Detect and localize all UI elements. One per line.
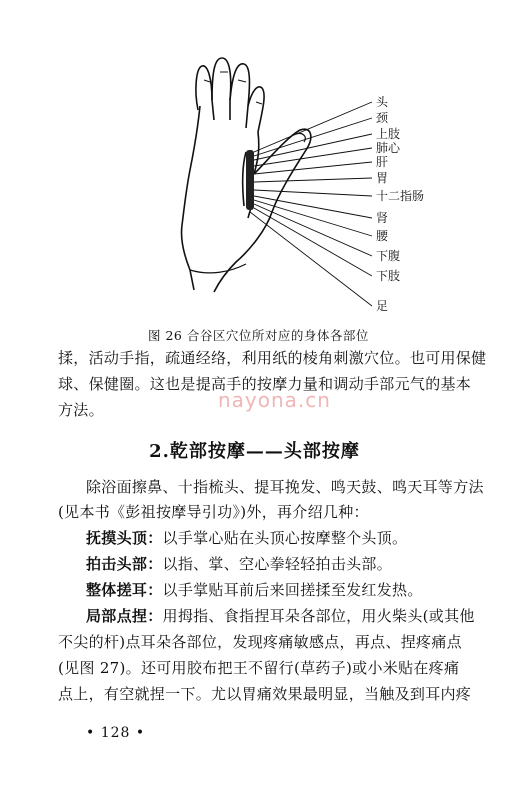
item-title: 拍击头部：	[86, 555, 163, 573]
section-heading: 2.乾部按摩——头部按摩	[149, 441, 360, 462]
item-text: 以手掌心贴在头顶心按摩整个头顶。	[162, 529, 408, 547]
list-item	[86, 552, 509, 576]
intro-line: 除浴面擦鼻、十指梳头、提耳挽发、鸣天鼓、鸣天耳等方法	[86, 478, 484, 496]
label-waist: 腰	[376, 229, 389, 243]
item-text: 用拇指、食指捏耳朵各部位，用火柴头(或其他	[162, 607, 475, 625]
paragraph-line: 不尖的杆)点耳朵各部位，发现疼痛敏感点，再点、捏疼痛点	[58, 633, 462, 651]
list-item	[86, 578, 509, 602]
label-neck: 颈	[376, 111, 389, 125]
label-lower-abdomen: 下腹	[376, 249, 401, 263]
acupoint-strip	[246, 150, 254, 210]
label-foot: 足	[376, 299, 389, 313]
label-lung-heart: 肺心	[376, 141, 401, 155]
label-head: 头	[376, 95, 389, 109]
page-number: • 128 •	[86, 725, 146, 741]
item-title: 局部点捏：	[86, 607, 163, 625]
paragraph-line: 方法。	[58, 401, 104, 419]
label-stomach: 胃	[376, 171, 389, 185]
intro-line: (见本书《彭祖按摩导引功》)外，再介绍几种：	[58, 503, 369, 521]
paragraph-line: 球、保健圈。这也是提高手的按摩力量和调动手部元气的基本	[58, 375, 472, 393]
label-liver: 肝	[376, 155, 389, 169]
paragraph-line: 点上，有空就捏一下。尤以胃痛效果最明显，当触及到耳内疼	[58, 685, 472, 703]
item-text: 以指、掌、空心拳轻轻拍击头部。	[162, 555, 393, 573]
label-kidney: 肾	[376, 211, 389, 225]
label-lower-limb: 下肢	[376, 269, 401, 283]
item-title: 整体搓耳：	[86, 581, 163, 599]
item-text: 以手掌贴耳前后来回搓揉至发红发热。	[162, 581, 423, 599]
watermark: nayona.cn	[218, 388, 331, 412]
label-duodenum: 十二指肠	[376, 189, 425, 203]
label-upper-limb: 上肢	[376, 127, 401, 141]
item-title: 抚摸头顶：	[86, 529, 163, 547]
paragraph-line: (见图 27)。还可用胶布把王不留行(草药子)或小米贴在疼痛	[58, 659, 460, 677]
paragraph-line: 揉，活动手指，疏通经络，利用纸的棱角刺激穴位。也可用保健	[58, 349, 487, 367]
list-item	[86, 604, 509, 628]
hand-acupoint-figure	[150, 40, 440, 320]
list-item	[86, 526, 509, 550]
figure-caption: 图 26 合谷区穴位所对应的身体各部位	[148, 328, 369, 343]
